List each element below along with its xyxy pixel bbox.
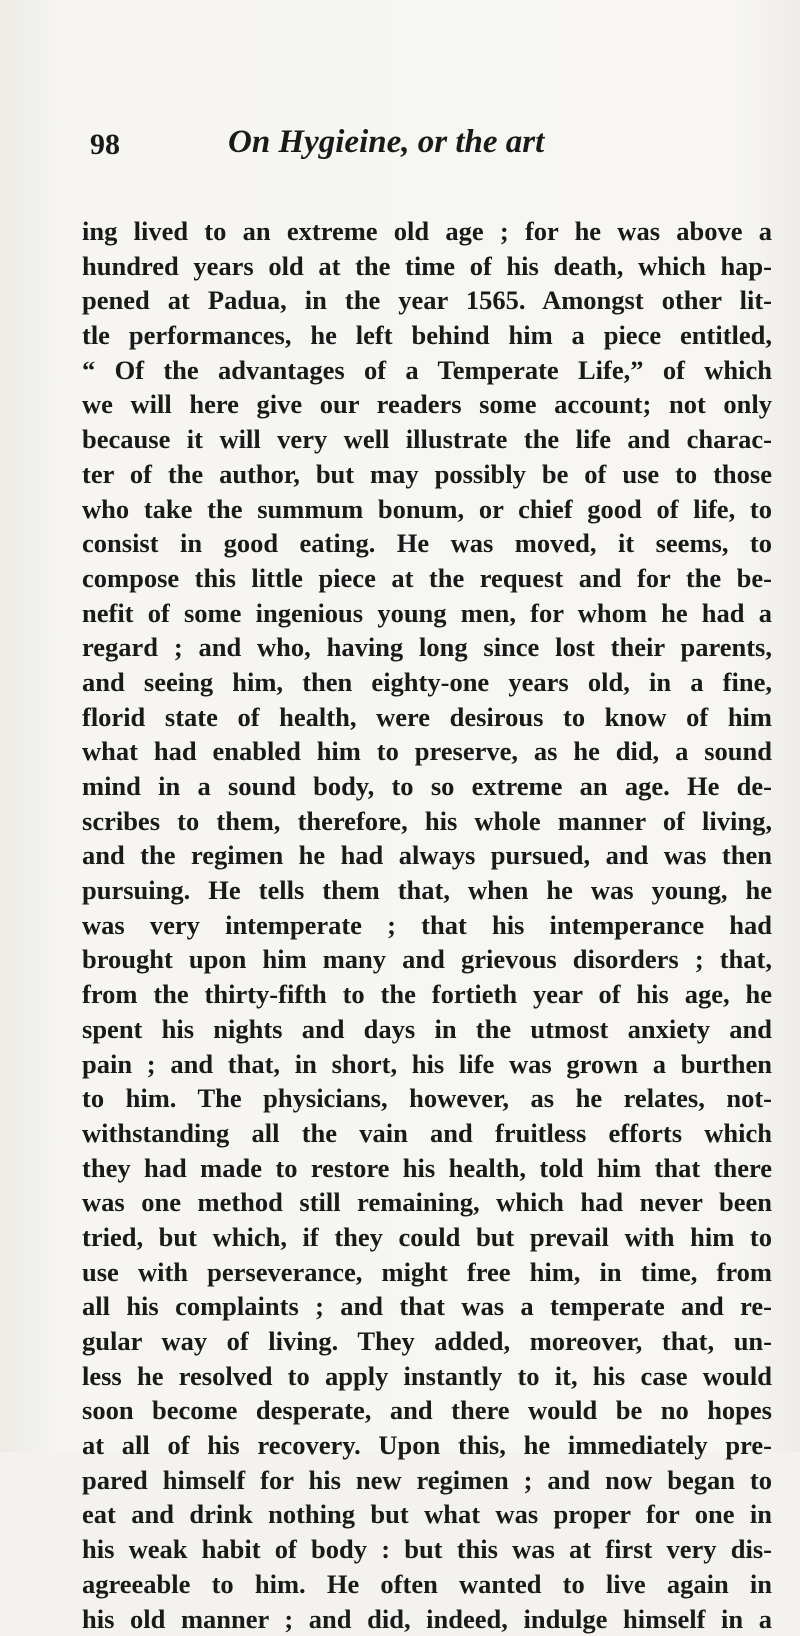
text-line: ing lived to an extreme old age ; for he was above a (82, 214, 772, 249)
text-line: regard ; and who, having long since lost their parents, (82, 630, 772, 665)
text-line: his weak habit of body : but this was at first very dis- (82, 1532, 772, 1567)
text-line: pursuing. He tells them that, when he was young, he (82, 873, 772, 908)
text-line: and the regimen he had always pursued, and was then (82, 838, 772, 873)
text-line: pain ; and that, in short, his life was grown a burthen (82, 1047, 772, 1082)
text-line: they had made to restore his health, told him that there (82, 1151, 772, 1186)
text-line: was one method still remaining, which had never been (82, 1185, 772, 1220)
text-line: what had enabled him to preserve, as he did, a sound (82, 734, 772, 769)
text-line: less he resolved to apply instantly to it, his case would (82, 1359, 772, 1394)
text-line: we will here give our readers some account; not only (82, 387, 772, 422)
text-line: compose this little piece at the request and for the be- (82, 561, 772, 596)
text-line: was very intemperate ; that his intemperance had (82, 908, 772, 943)
text-line: pared himself for his new regimen ; and now began to (82, 1463, 772, 1498)
text-line: at all of his recovery. Upon this, he immediately pre- (82, 1428, 772, 1463)
text-line: eat and drink nothing but what was proper for one in (82, 1497, 772, 1532)
page-header (90, 124, 690, 174)
text-line: scribes to them, therefore, his whole manner of living, (82, 804, 772, 839)
text-line: hundred years old at the time of his death, which hap- (82, 249, 772, 284)
text-line: agreeable to him. He often wanted to live again in (82, 1567, 772, 1602)
text-line: his old manner ; and did, indeed, indulge himself in a (82, 1602, 772, 1636)
text-line: withstanding all the vain and fruitless efforts which (82, 1116, 772, 1151)
page-number: 98 (90, 128, 120, 162)
text-line: florid state of health, were desirous to know of him (82, 700, 772, 735)
text-line: nefit of some ingenious young men, for whom he had a (82, 596, 772, 631)
text-line: brought upon him many and grievous disorders ; that, (82, 942, 772, 977)
text-line: to him. The physicians, however, as he relates, not- (82, 1081, 772, 1116)
text-line: tried, but which, if they could but prevail with him to (82, 1220, 772, 1255)
text-line: who take the summum bonum, or chief good of life, to (82, 492, 772, 527)
text-line: gular way of living. They added, moreover, that, un- (82, 1324, 772, 1359)
text-line: soon become desperate, and there would be no hopes (82, 1393, 772, 1428)
text-line: use with perseverance, might free him, in time, from (82, 1255, 772, 1290)
text-line: consist in good eating. He was moved, it seems, to (82, 526, 772, 561)
text-line: tle performances, he left behind him a piece entitled, (82, 318, 772, 353)
text-line: and seeing him, then eighty-one years old, in a fine, (82, 665, 772, 700)
text-line: “ Of the advantages of a Temperate Life,” of which (82, 353, 772, 388)
body-text (82, 214, 772, 1636)
text-line: from the thirty-fifth to the fortieth year of his age, he (82, 977, 772, 1012)
text-line: pened at Padua, in the year 1565. Amongst other lit- (82, 283, 772, 318)
text-line: mind in a sound body, to so extreme an age. He de- (82, 769, 772, 804)
text-line: because it will very well illustrate the life and charac- (82, 422, 772, 457)
text-line: ter of the author, but may possibly be of use to those (82, 457, 772, 492)
text-line: all his complaints ; and that was a temperate and re- (82, 1289, 772, 1324)
running-title: On Hygieine, or the art (228, 124, 544, 161)
text-line: spent his nights and days in the utmost anxiety and (82, 1012, 772, 1047)
